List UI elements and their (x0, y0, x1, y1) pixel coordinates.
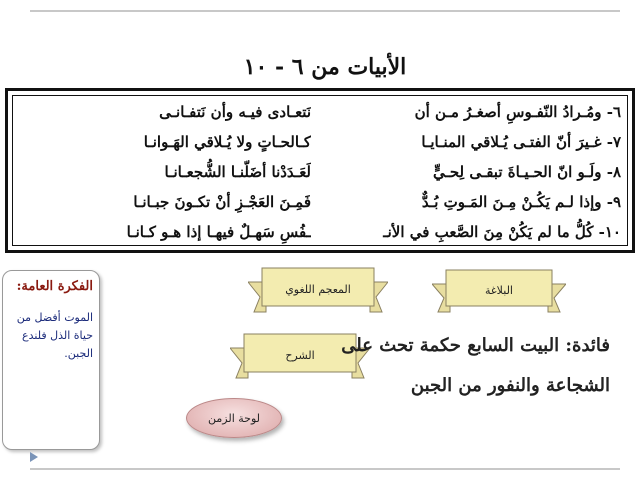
verse-second-hemistich: ـفُسِ سَهـلٌ فيهـا إذا هـو كـانـا (126, 223, 311, 241)
verse-first-hemistich: ٩- وإذا لـم يَكُـنْ مِـنَ المَـوتِ بُـدٌّ (421, 193, 621, 211)
verse-row (13, 158, 627, 186)
general-idea-body: الموت أفضل من حياة الذل فلندع الجبن. (16, 311, 93, 360)
verse-row (13, 98, 627, 126)
verse-row (13, 128, 627, 156)
verse-row (13, 188, 627, 216)
explanation-label: الشرح (285, 348, 315, 362)
page-title: الأبيات من ٦ - ١٠ (243, 54, 407, 80)
next-slide-arrow-icon[interactable] (30, 452, 38, 462)
balagha-label: البلاغة (485, 283, 513, 297)
verse-first-hemistich: ٧- غـيرَ أنّ الفتـى يُـلاقي المنـايـا (421, 133, 621, 151)
general-idea-title: الفكرة العامة: (16, 279, 93, 294)
verse-second-hemistich: لَعَـدَدْنا أضَلّنـا الشُّجعـانـا (164, 163, 311, 181)
verse-first-hemistich: ٨- ولَـو انّ الحـيـاةَ تبقـى لِحـيٍّ (432, 163, 621, 181)
time-board-button[interactable] (186, 398, 282, 438)
bottom-divider (30, 468, 620, 470)
verse-first-hemistich: ١٠- كُلُّ ما لم يَكُنْ مِنَ الصَّعبِ في الأنـ (383, 223, 621, 241)
verse-second-hemistich: فَمِـنَ العَجْـزِ أنْ تكـونَ جبـانـا (133, 193, 311, 211)
poem-inner-border (12, 95, 628, 246)
verse-second-hemistich: كـالحـاتٍ ولا يُـلاقي الهَـوانـا (143, 133, 311, 151)
verse-second-hemistich: نَتعـادى فيـه وأن نَتفـانـى (159, 103, 311, 121)
verse-first-hemistich: ٦- ومُـرادُ النّفـوسِ أصغـرُ مـن أن (414, 103, 621, 121)
lexicon-label: المعجم اللغوي (285, 282, 351, 296)
poem-frame (5, 88, 635, 253)
benefit-note: فائدة: البيت السابع حكمة تحث على الشجاعة والنفور من الجبن (341, 335, 610, 396)
top-divider (30, 10, 620, 12)
lexicon-button[interactable] (248, 264, 388, 314)
verse-row (13, 218, 627, 246)
balagha-button[interactable] (432, 266, 566, 314)
general-idea-box (2, 270, 100, 450)
time-board-label: لوحة الزمن (208, 411, 260, 425)
